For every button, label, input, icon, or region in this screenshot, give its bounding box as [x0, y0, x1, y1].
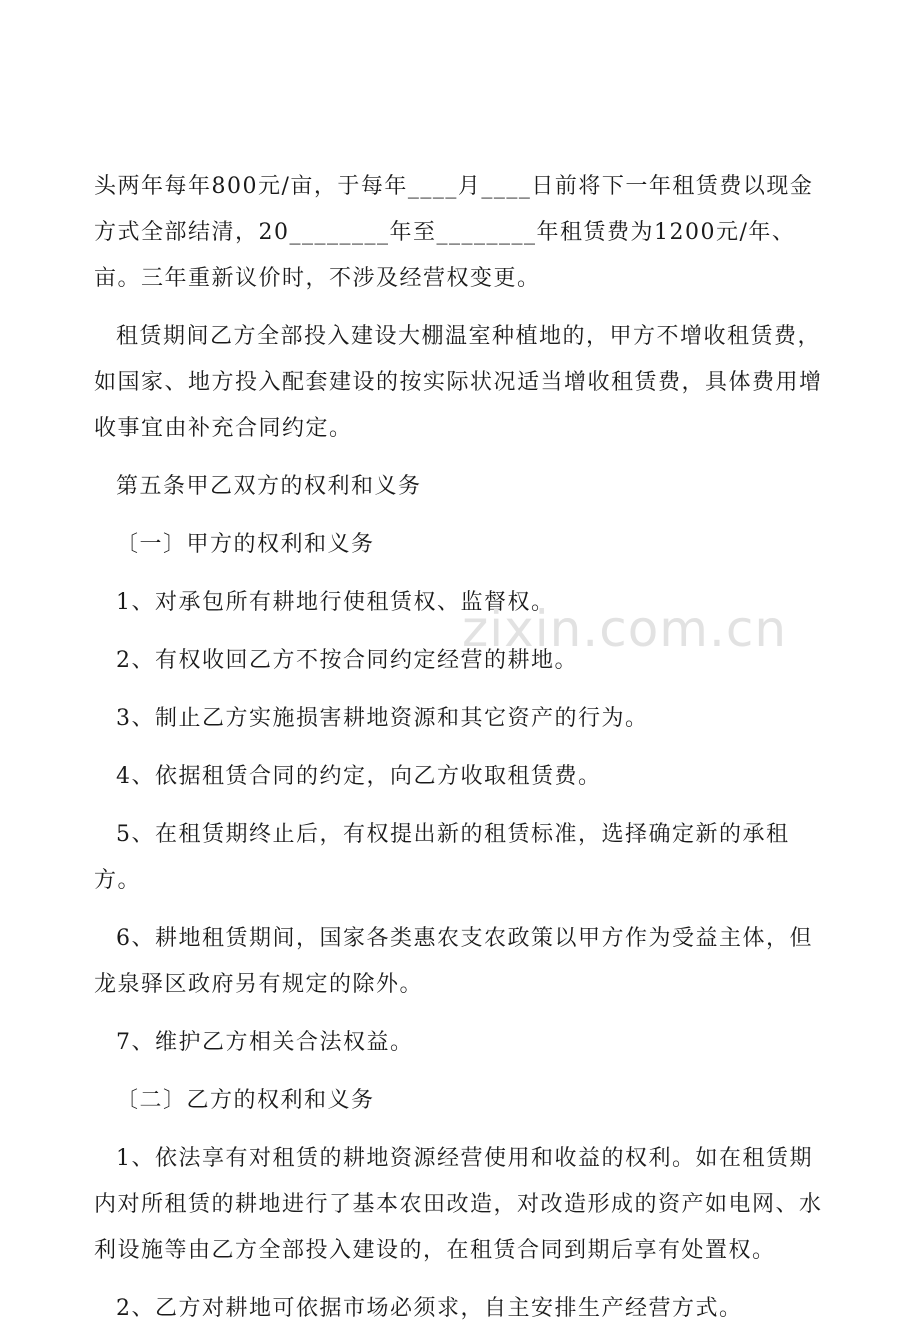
section-party-a-heading: 〔一〕甲方的权利和义务	[116, 532, 375, 557]
list-item: 2、乙方对耕地可依据市场必须求，自主安排生产经营方式。	[116, 1296, 743, 1321]
list-item: 7、维护乙方相关合法权益。	[116, 1030, 414, 1055]
paragraph-greenhouse-rent: 租赁期间乙方全部投入建设大棚温室种植地的，甲方不增收租赁费，如国家、地方投入配套建设的按实际状况适当增收租赁费，具体费用增收事宜由补充合同约定。	[94, 324, 823, 441]
list-item: 3、制止乙方实施损害耕地资源和其它资产的行为。	[116, 706, 649, 731]
section-party-b-heading: 〔二〕乙方的权利和义务	[116, 1088, 375, 1113]
list-item: 6、耕地租赁期间，国家各类惠农支农政策以甲方作为受益主体，但龙泉驿区政府另有规定的除外。	[94, 926, 813, 997]
list-item: 4、依据租赁合同的约定，向乙方收取租赁费。	[116, 764, 602, 789]
list-item: 5、在租赁期终止后，有权提出新的租赁标准，选择确定新的承租方。	[94, 822, 790, 893]
list-item: 2、有权收回乙方不按合同约定经营的耕地。	[116, 648, 578, 673]
watermark-text: zixin.com.cn	[462, 600, 788, 658]
paragraph-rent-payment: 头两年每年800元/亩，于每年____月____日前将下一年租赁费以现金方式全部结清，20________年至________年租赁费为1200元/年、亩。三年重新议价时，不涉及经营权变更。	[94, 174, 814, 291]
list-item: 1、对承包所有耕地行使租赁权、监督权。	[116, 590, 555, 615]
article-five-heading: 第五条甲乙双方的权利和义务	[116, 474, 422, 499]
document-body	[94, 164, 834, 1344]
list-item: 1、依法享有对租赁的耕地资源经营使用和收益的权利。如在租赁期内对所租赁的耕地进行了基本农田改造，对改造形成的资产如电网、水利设施等由乙方全部投入建设的，在租赁合同到期后享有处置权。	[94, 1146, 823, 1263]
